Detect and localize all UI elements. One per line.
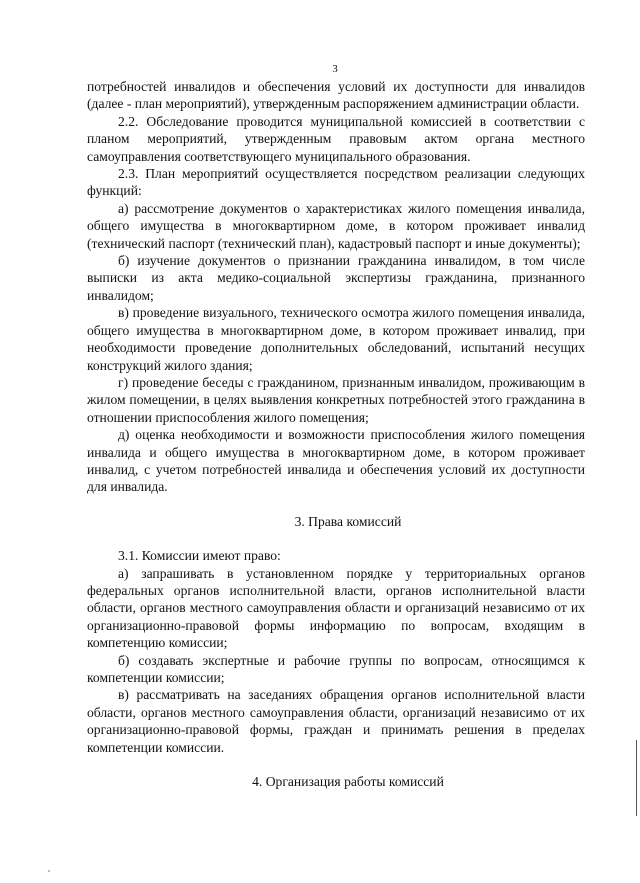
rights-item-a: а) запрашивать в установленном порядке у территориальных органов федеральных органов исполнительной власти, органов исполнительной власти области, органов местного самоуправления области и организаций независимо от их организационно-правовой формы информацию по вопросам, входящим в компетенцию комиссии; (87, 565, 585, 651)
list-item-g: г) проведение беседы с гражданином, признанным инвалидом, проживающим в жилом помещении, в целях выявления конкретных потребностей этого гражданина в отношении приспособления жилого помещения; (87, 374, 585, 425)
paragraph-continuation: потребностей инвалидов и обеспечения условий их доступности для инвалидов (далее - план мероприятий), утвержденным распоряжением администрации области. (87, 79, 585, 112)
rights-item-b: б) создавать экспертные и рабочие группы по вопросам, относящимся к компетенции комиссии; (87, 652, 585, 685)
page-number: 3 (332, 63, 338, 75)
paragraph-2-3: 2.3. План мероприятий осуществляется посредством реализации следующих функций: (87, 166, 585, 199)
section-3-heading: 3. Права комиссий (294, 513, 402, 529)
list-item-d: д) оценка необходимости и возможности приспособления жилого помещения инвалида и общего имущества в многоквартирном доме, в котором проживает инвалид, с учетом потребностей инвалида и обеспечения условий их доступности для инвалида. (87, 427, 585, 495)
scan-edge-line (636, 740, 637, 816)
document-body (87, 78, 585, 790)
paragraph-2-2: 2.2. Обследование проводится муниципальной комиссией в соответствии с планом мероприятий, утвержденным правовым актом органа местного самоуправления соответствующего муниципального образования. (87, 113, 585, 164)
rights-item-v: в) рассматривать на заседаниях обращения органов исполнительной власти области, органов местного самоуправления области, организаций независимо от их организационно-правовой формы, граждан и принимать решения в пределах компетенции комиссии. (87, 687, 585, 755)
list-item-b: б) изучение документов о признании гражданина инвалидом, в том числе выписки из акта медико-социальной экспертизы гражданина, признанного инвалидом; (87, 253, 585, 303)
scan-artifact (48, 870, 50, 872)
list-item-v: в) проведение визуального, технического осмотра жилого помещения инвалида, общего имущества в многоквартирном доме, в котором проживает инвалид, при необходимости проведение дополнительных обследований, испытаний несущих конструкций жилого здания; (87, 305, 585, 373)
section-4-heading: 4. Организация работы комиссий (252, 774, 444, 790)
list-item-a: а) рассмотрение документов о характеристиках жилого помещения инвалида, общего имущества в многоквартирном доме, в котором проживает инвалид (технический паспорт (технический план), кадастровый паспорт и иные документы); (87, 200, 585, 251)
paragraph-3-1: 3.1. Комиссии имеют право: (118, 548, 281, 564)
